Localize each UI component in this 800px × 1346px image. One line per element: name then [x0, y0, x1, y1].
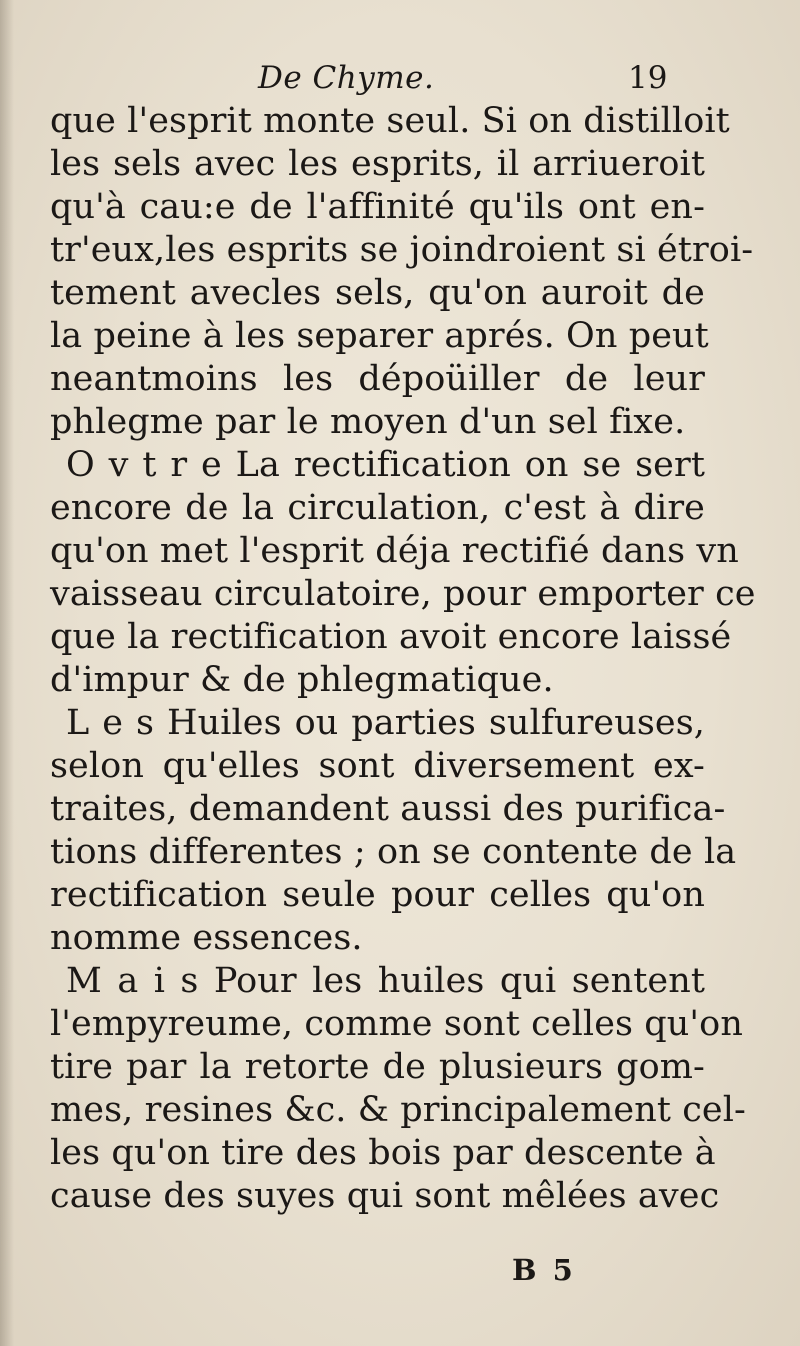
text-line: qu'à cau:e de l'affinité qu'ils ont en-: [50, 187, 705, 227]
paragraph-start-line: M a i s Pour les huiles qui sentent: [66, 961, 705, 1001]
text-line: traites, demandent aussi des purifica-: [50, 789, 726, 829]
text-line: tement avecles sels, qu'on auroit de: [50, 273, 705, 313]
text-line: les qu'on tire des bois par descente à: [50, 1133, 716, 1173]
page-header: [0, 58, 800, 98]
text-line: selon qu'elles sont diversement ex-: [50, 746, 705, 786]
text-line: tions differentes ; on se contente de la: [50, 832, 737, 872]
paragraph-start-line: L e s Huiles ou parties sulfureuses,: [66, 703, 705, 743]
page-gutter-shadow: [0, 0, 14, 1346]
text-line: d'impur & de phlegmatique.: [50, 660, 554, 700]
body-text: [50, 100, 756, 1218]
paragraph-start-line: O v t r e La rectification on se sert: [66, 445, 705, 485]
text-line: les sels avec les esprits, il arriueroit: [50, 144, 705, 184]
page-number: 19: [628, 60, 668, 96]
text-line: vaisseau circulatoire, pour emporter ce: [50, 574, 756, 614]
text-line: l'empyreume, comme sont celles qu'on: [50, 1004, 743, 1044]
text-line: cause des suyes qui sont mêlées avec: [50, 1176, 720, 1216]
text-line: que la rectification avoit encore laissé: [50, 617, 732, 657]
running-head: De Chyme.: [258, 60, 435, 96]
text-line: qu'on met l'esprit déja rectifié dans vn: [50, 531, 739, 571]
text-line: la peine à les separer aprés. On peut: [50, 316, 709, 356]
text-line: tr'eux,les esprits se joindroient si étroi-: [50, 230, 754, 270]
text-line: neantmoins les dépoüiller de leur: [50, 359, 705, 399]
text-line: que l'esprit monte seul. Si on distilloit: [50, 101, 730, 141]
text-line: tire par la retorte de plusieurs gom-: [50, 1047, 705, 1087]
text-line: nomme essences.: [50, 918, 363, 958]
text-line: phlegme par le moyen d'un sel fixe.: [50, 402, 686, 442]
signature-mark: B 5: [512, 1253, 576, 1287]
text-line: rectification seule pour celles qu'on: [50, 875, 705, 915]
text-line: encore de la circulation, c'est à dire: [50, 488, 705, 528]
text-line: mes, resines &c. & principalement cel-: [50, 1090, 746, 1130]
